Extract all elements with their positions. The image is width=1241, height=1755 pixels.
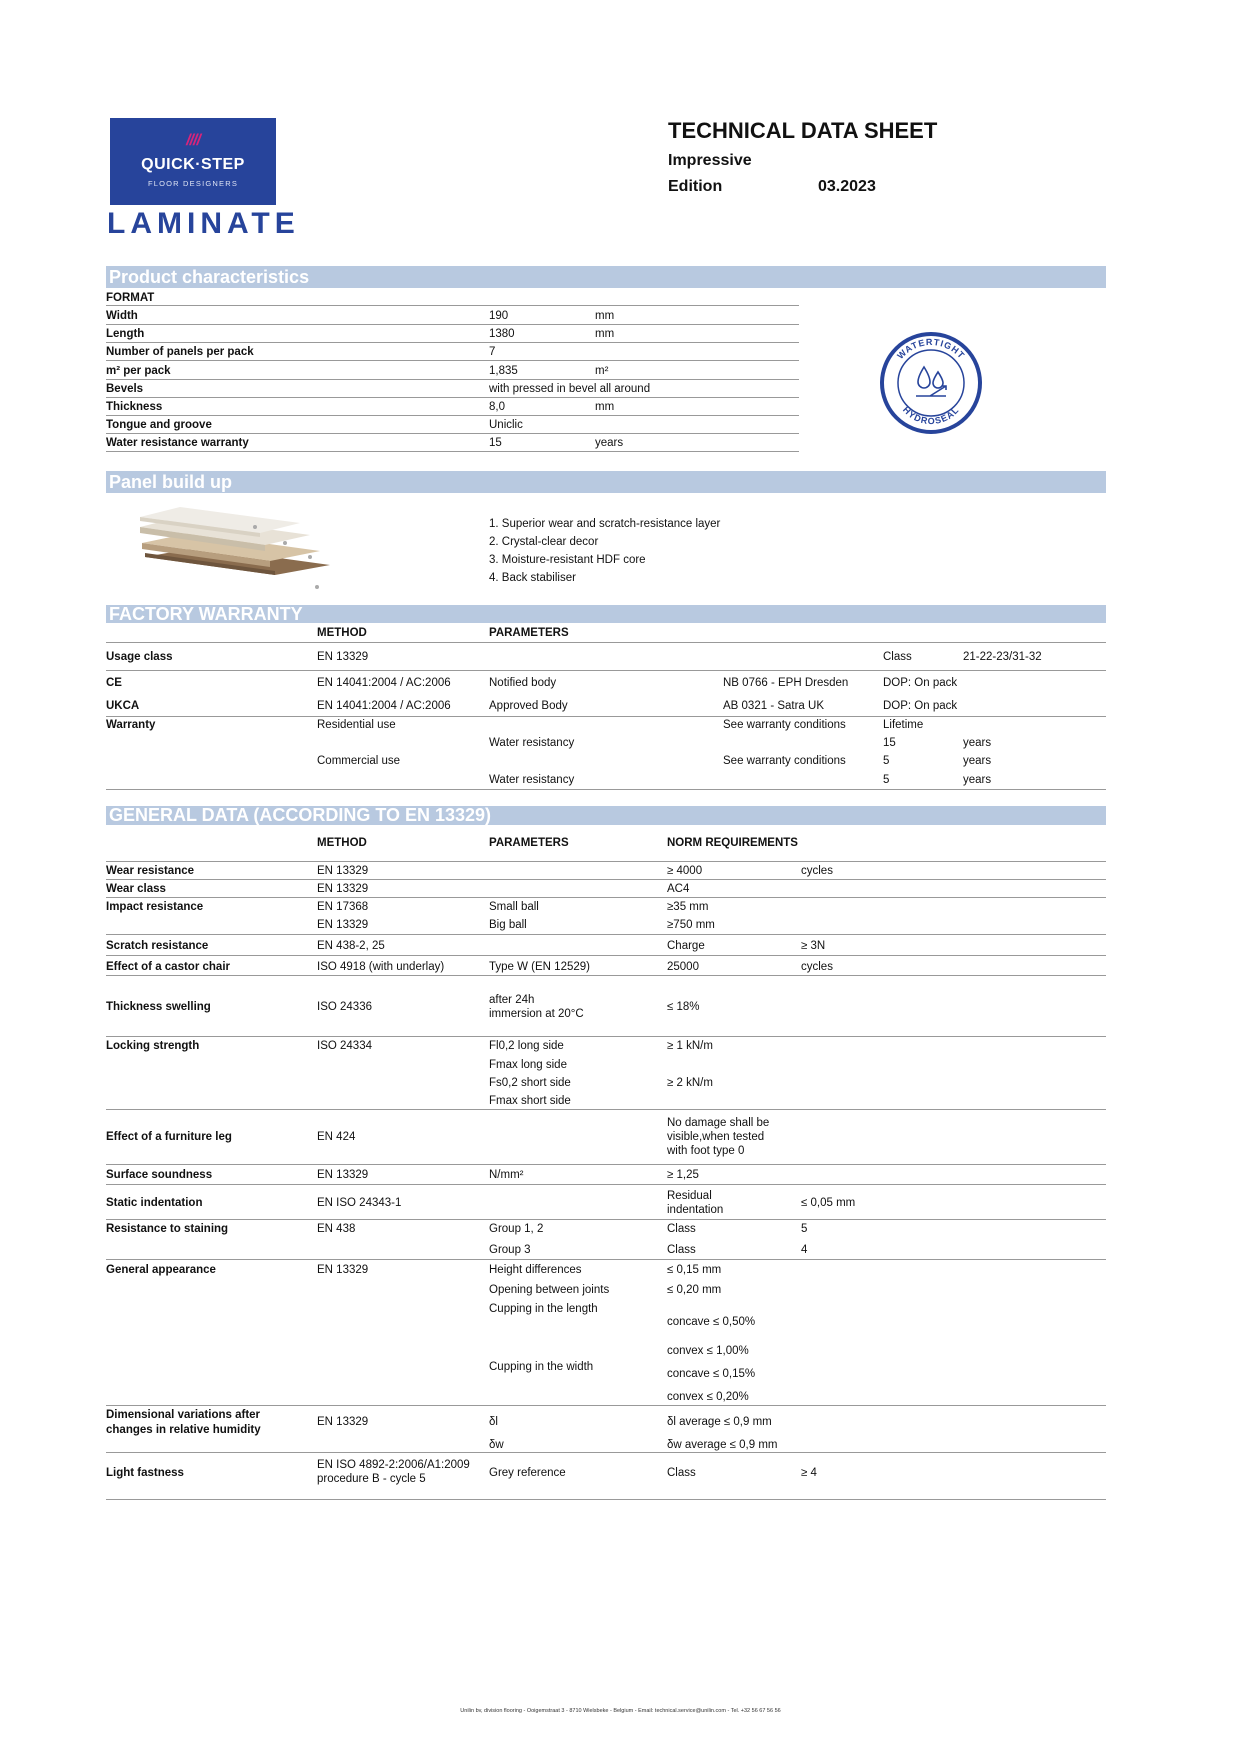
panel-layers-image bbox=[140, 505, 330, 595]
edition-label: Edition bbox=[668, 178, 723, 195]
product-name: Impressive bbox=[668, 152, 752, 169]
product-label: Width bbox=[106, 310, 138, 322]
layer-2: 2. Crystal-clear decor bbox=[489, 536, 599, 548]
section-product-characteristics: Product characteristics bbox=[106, 266, 1106, 288]
logo-slashes: //// bbox=[186, 132, 200, 149]
watertight-hydroseal-icon bbox=[878, 330, 984, 436]
footer-text: Unilin bv, division flooring - Ooigemstraat 3 - 8710 Wielsbeke - Belgium - Email: technical.service@unilin.com - Tel. +32 56 67 56 56 bbox=[460, 1708, 781, 1714]
product-label: Length bbox=[106, 328, 145, 341]
section-factory-warranty: FACTORY WARRANTY bbox=[106, 605, 1106, 623]
product-value: Uniclic bbox=[489, 419, 523, 432]
product-label: Number of panels per pack bbox=[106, 346, 254, 359]
edition-value: 03.2023 bbox=[818, 178, 876, 195]
layer-3: 3. Moisture-resistant HDF core bbox=[489, 554, 646, 566]
product-label: Water resistance warranty bbox=[106, 437, 249, 450]
logo-wordmark: LAMINATE bbox=[107, 207, 300, 240]
layer-4: 4. Back stabiliser bbox=[489, 572, 576, 584]
layer-1: 1. Superior wear and scratch-resistance layer bbox=[489, 518, 721, 530]
product-unit: mm bbox=[595, 310, 615, 322]
product-value: 1,835 bbox=[489, 364, 518, 377]
product-value: 1380 bbox=[489, 328, 515, 341]
logo-subtitle: FLOOR DESIGNERS bbox=[147, 179, 239, 188]
product-unit: m² bbox=[595, 364, 609, 377]
section-general-data: GENERAL DATA (ACCORDING TO EN 13329) bbox=[106, 806, 1106, 825]
product-unit: mm bbox=[595, 328, 615, 341]
product-unit: mm bbox=[595, 401, 615, 413]
product-value: 8,0 bbox=[489, 401, 505, 413]
svg-text:HYDROSEAL: HYDROSEAL bbox=[900, 404, 962, 427]
product-unit: years bbox=[595, 437, 624, 450]
product-value: 7 bbox=[489, 346, 496, 359]
product-label: Tongue and groove bbox=[106, 419, 212, 432]
document-title: TECHNICAL DATA SHEET bbox=[668, 118, 938, 143]
product-label: Bevels bbox=[106, 382, 144, 395]
logo-brand: QUICK·STEP bbox=[141, 156, 245, 173]
product-value: 190 bbox=[489, 310, 509, 322]
product-value: with pressed in bevel all around bbox=[489, 382, 651, 395]
product-label: Thickness bbox=[106, 401, 163, 413]
section-panel-build-up: Panel build up bbox=[106, 471, 1106, 493]
brand-logo bbox=[110, 118, 276, 205]
svg-text:WATERTIGHT: WATERTIGHT bbox=[895, 336, 967, 361]
product-label: m² per pack bbox=[106, 364, 171, 377]
product-value: 15 bbox=[489, 437, 502, 450]
